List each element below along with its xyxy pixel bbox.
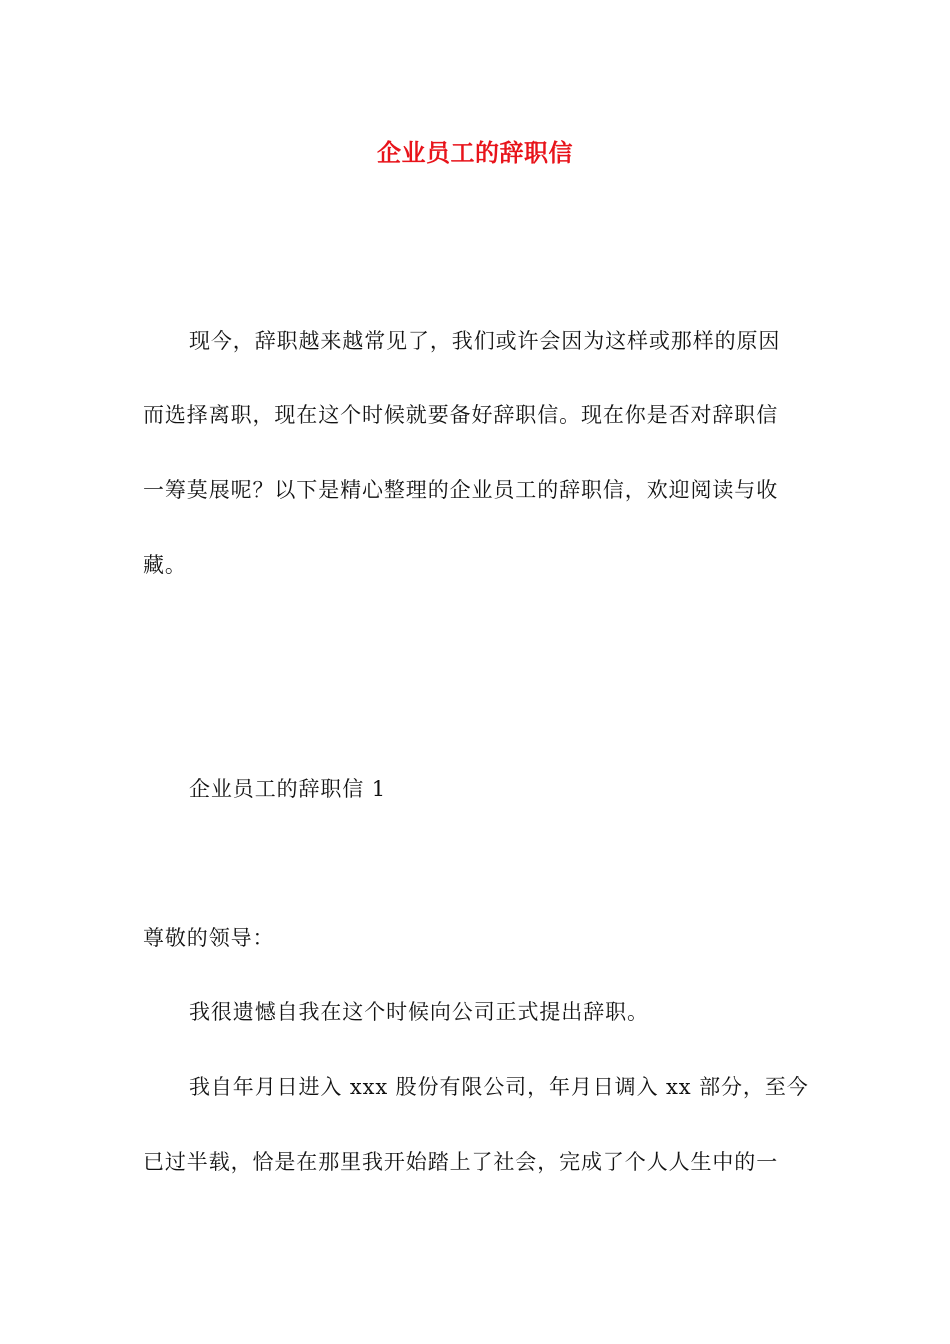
intro-line-3: 一筹莫展呢？以下是精心整理的企业员工的辞职信，欢迎阅读与收 xyxy=(143,478,779,502)
intro-line-2: 而选择离职，现在这个时候就要备好辞职信。现在你是否对辞职信 xyxy=(143,403,779,427)
paragraph-1: 我很遗憾自我在这个时候向公司正式提出辞职。 xyxy=(189,1000,649,1024)
salutation: 尊敬的领导： xyxy=(143,926,275,950)
intro-line-1: 现今，辞职越来越常见了，我们或许会因为这样或那样的原因 xyxy=(189,329,781,353)
intro-line-4: 藏。 xyxy=(143,553,187,577)
document-title: 企业员工的辞职信 xyxy=(377,138,573,167)
paragraph-2-line-2: 已过半载，恰是在那里我开始踏上了社会，完成了个人人生中的一 xyxy=(143,1150,779,1174)
paragraph-2-line-1: 我自年月日进入 xxx 股份有限公司，年月日调入 xx 部分，至今 xyxy=(189,1075,809,1099)
section-heading: 企业员工的辞职信 1 xyxy=(189,777,387,801)
